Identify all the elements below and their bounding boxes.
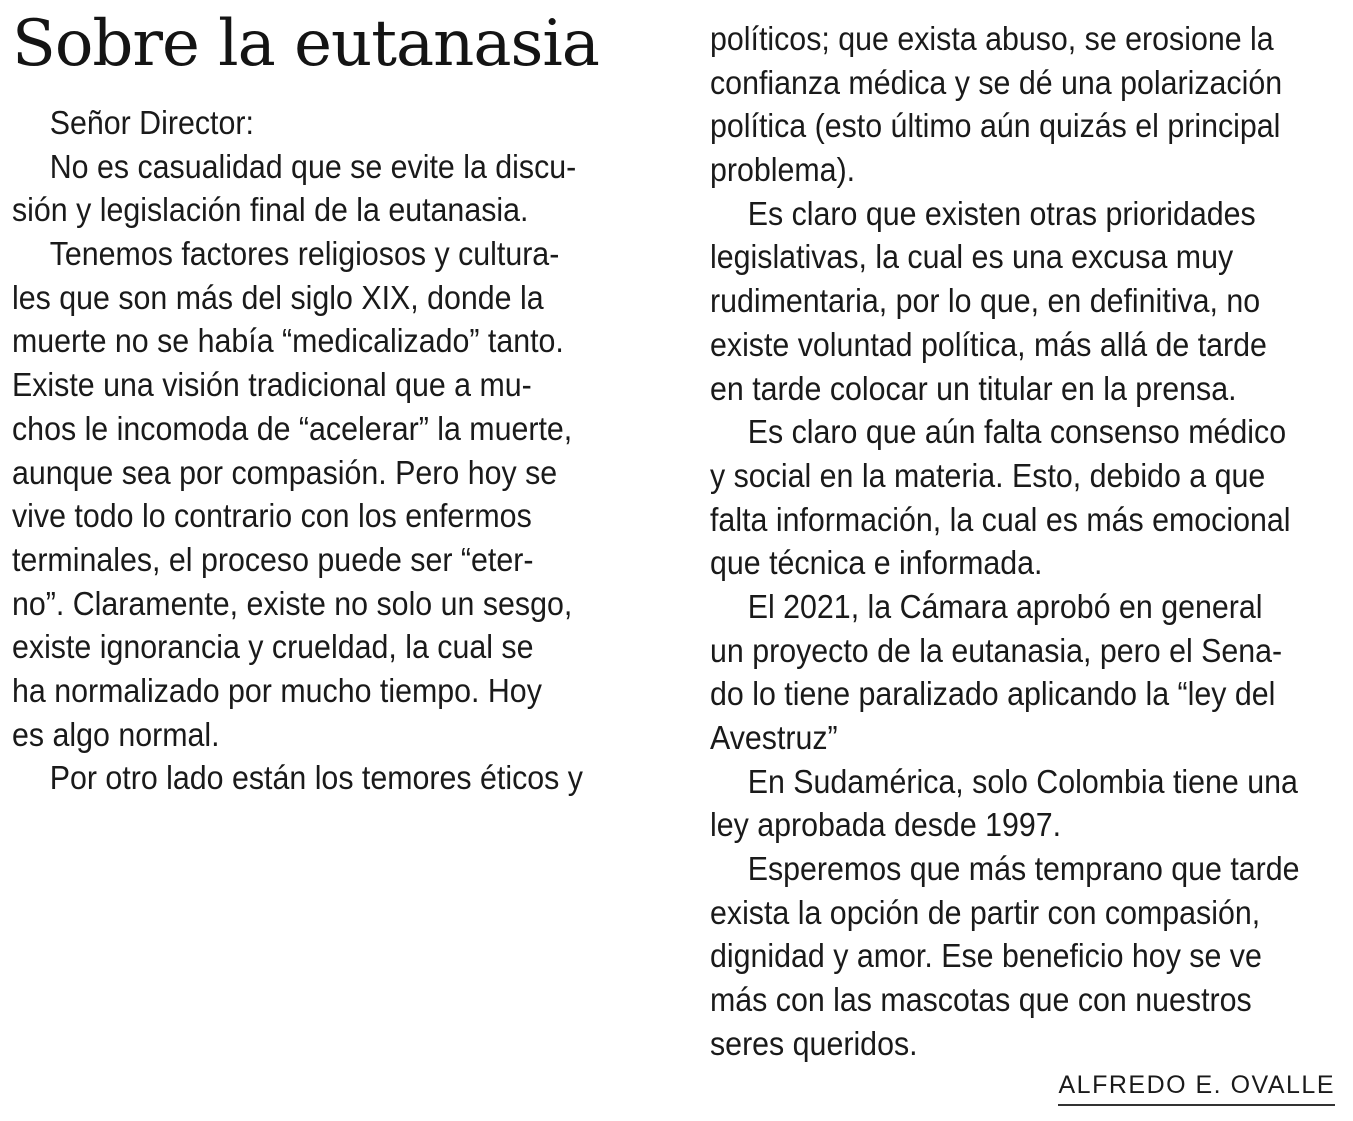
body-line: en tarde colocar un titular en la prensa. [710, 369, 1237, 407]
body-line: confianza médica y se dé una polarización [710, 63, 1283, 101]
body-line: un proyecto de la eutanasia, pero el Sena- [710, 631, 1283, 669]
body-line: Tenemos factores religiosos y cultura- [49, 235, 560, 273]
article-body-right-column [710, 17, 1336, 1066]
body-line: muerte no se había “medicalizado” tanto. [12, 322, 564, 360]
body-line: ha normalizado por mucho tiempo. Hoy [12, 671, 542, 709]
body-line: Existe una visión tradicional que a mu- [12, 366, 532, 404]
body-line: es algo normal. [12, 715, 220, 753]
body-line: vive todo lo contrario con los enfermos [12, 497, 532, 535]
body-line: que técnica e informada. [710, 544, 1043, 582]
body-line: problema). [710, 151, 856, 189]
body-line: terminales, el proceso puede ser “eter- [12, 540, 534, 578]
body-line: falta información, la cual es más emocional [710, 500, 1291, 538]
salutation-line: Señor Director: [49, 104, 254, 141]
body-line: seres queridos. [710, 1024, 918, 1062]
body-line: dignidad y amor. Ese beneficio hoy se ve [710, 937, 1262, 975]
body-line: más con las mascotas que con nuestros [710, 981, 1252, 1019]
article-title: Sobre la eutanasia [12, 7, 599, 81]
body-line: do lo tiene paralizado aplicando la “ley del [710, 675, 1276, 713]
body-line: exista la opción de partir con compasión, [710, 893, 1261, 931]
author-signature: ALFREDO E. OVALLE [1058, 1068, 1335, 1106]
body-line: ley aprobada desde 1997. [710, 806, 1062, 844]
body-line: Es claro que aún falta consenso médico [747, 413, 1287, 451]
body-line: sión y legislación final de la eutanasia. [12, 191, 529, 229]
body-line: Avestruz” [710, 719, 838, 756]
body-line: En Sudamérica, solo Colombia tiene una [747, 762, 1298, 800]
body-line: no”. Claramente, existe no solo un sesgo, [12, 584, 573, 622]
body-line: rudimentaria, por lo que, en definitiva, no [710, 282, 1261, 320]
body-line: Por otro lado están los temores éticos y [49, 759, 583, 797]
body-line: Es claro que existen otras prioridades [747, 194, 1256, 232]
body-line: Esperemos que más temprano que tarde [747, 850, 1300, 888]
body-line: existe voluntad política, más allá de tarde [710, 325, 1267, 363]
body-line: les que son más del siglo XIX, donde la [12, 278, 544, 316]
body-line: política (esto último aún quizás el principal [710, 107, 1281, 145]
body-line: chos le incomoda de “acelerar” la muerte, [12, 409, 573, 447]
body-line: legislativas, la cual es una excusa muy [710, 238, 1234, 276]
body-line: aunque sea por compasión. Pero hoy se [12, 453, 558, 491]
body-line: El 2021, la Cámara aprobó en general [747, 587, 1263, 625]
body-line: No es casualidad que se evite la discu- [49, 147, 577, 185]
body-line: políticos; que exista abuso, se erosione la [710, 20, 1274, 57]
article-body-left-column [12, 101, 638, 800]
body-line: y social en la materia. Esto, debido a que [710, 456, 1266, 494]
body-line: existe ignorancia y crueldad, la cual se [12, 628, 534, 666]
